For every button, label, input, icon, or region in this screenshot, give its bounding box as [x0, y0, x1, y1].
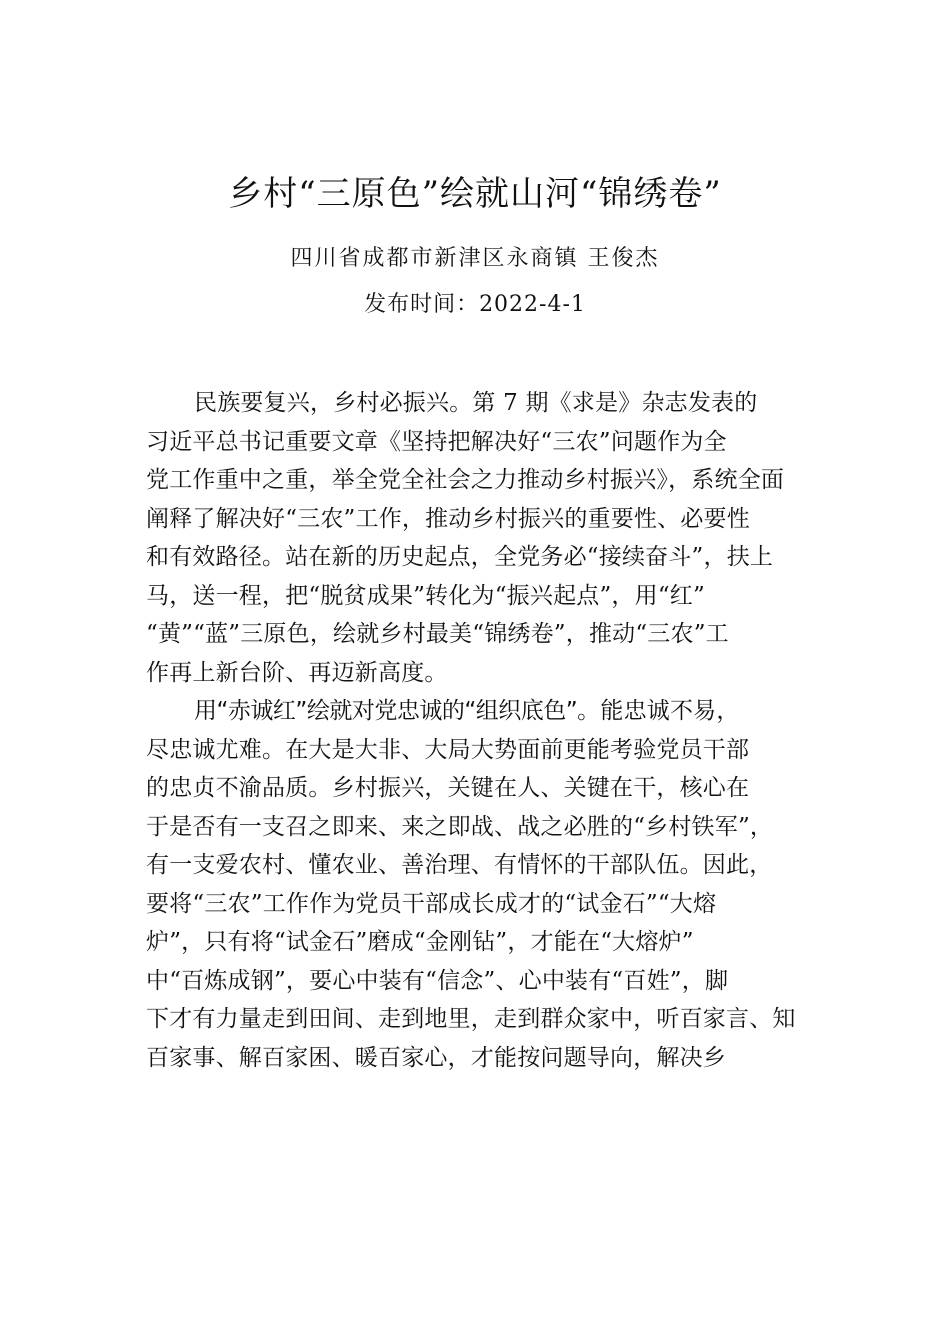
- paragraph-2: [146, 692, 811, 1077]
- paragraph-line: 尽忠诚尤难。在大是大非、大局大势面前更能考验党员干部: [146, 736, 750, 763]
- paragraph-line: 阐释了解决好“三农”工作，推动乡村振兴的重要性、必要性: [146, 505, 750, 532]
- paragraph-line: 下才有力量走到田间、走到地里，走到群众家中，听百家言、知: [146, 1006, 796, 1032]
- publish-date: 发布时间：2022-4-1: [364, 292, 586, 317]
- paragraph-line: 要将“三农”工作作为党员干部成长成才的“试金石”“大熔: [146, 890, 717, 917]
- section-heading: 用“赤诚红”绘就对党忠诚的“组织底色”: [194, 698, 578, 724]
- paragraph-line: 百家事、解百家困、暖百家心，才能按问题导向，解决乡: [146, 1044, 726, 1071]
- paragraph-line: 于是否有一支召之即来、来之即战、战之必胜的“乡村铁军”，: [146, 813, 774, 840]
- paragraph-line: 和有效路径。站在新的历史起点，全党务必“接续奋斗”，扶上: [146, 544, 774, 570]
- author-line: 四川省成都市新津区永商镇 王俊杰: [290, 246, 660, 271]
- paragraph-first-line: [146, 692, 811, 731]
- paragraph-line: 中“百炼成钢”，要心中装有“信念”、心中装有“百姓”，脚: [146, 967, 729, 994]
- paragraph-line: 炉”，只有将“试金石”磨成“金刚钻”，才能在“大熔炉”: [146, 929, 694, 955]
- paragraph-line: 作再上新台阶、再迈新高度。: [146, 659, 448, 686]
- paragraph-line: 马，送一程，把“脱贫成果”转化为“振兴起点”，用“红”: [146, 582, 705, 609]
- paragraph-line: “黄”“蓝”三原色，绘就乡村最美“锦绣卷”，推动“三农”工: [146, 621, 729, 647]
- paragraph-line: 党工作重中之重，举全党全社会之力推动乡村振兴》，系统全面: [146, 467, 785, 493]
- paragraph-line: 民族要复兴，乡村必振兴。第 7 期《求是》杂志发表的: [194, 390, 758, 416]
- paragraph-1: [146, 384, 811, 692]
- paragraph-text: 。能忠诚不易，: [577, 698, 740, 724]
- article-body: [146, 384, 811, 1077]
- paragraph-line: 的忠贞不渝品质。乡村振兴，关键在人、关键在干，核心在: [146, 775, 750, 801]
- paragraph-line: 习近平总书记重要文章《坚持把解决好“三农”问题作为全: [146, 428, 727, 455]
- document-title: 乡村“三原色”绘就山河“锦绣卷”: [228, 174, 722, 214]
- paragraph-line: 有一支爱农村、懂农业、善治理、有情怀的干部队伍。因此，: [146, 852, 773, 878]
